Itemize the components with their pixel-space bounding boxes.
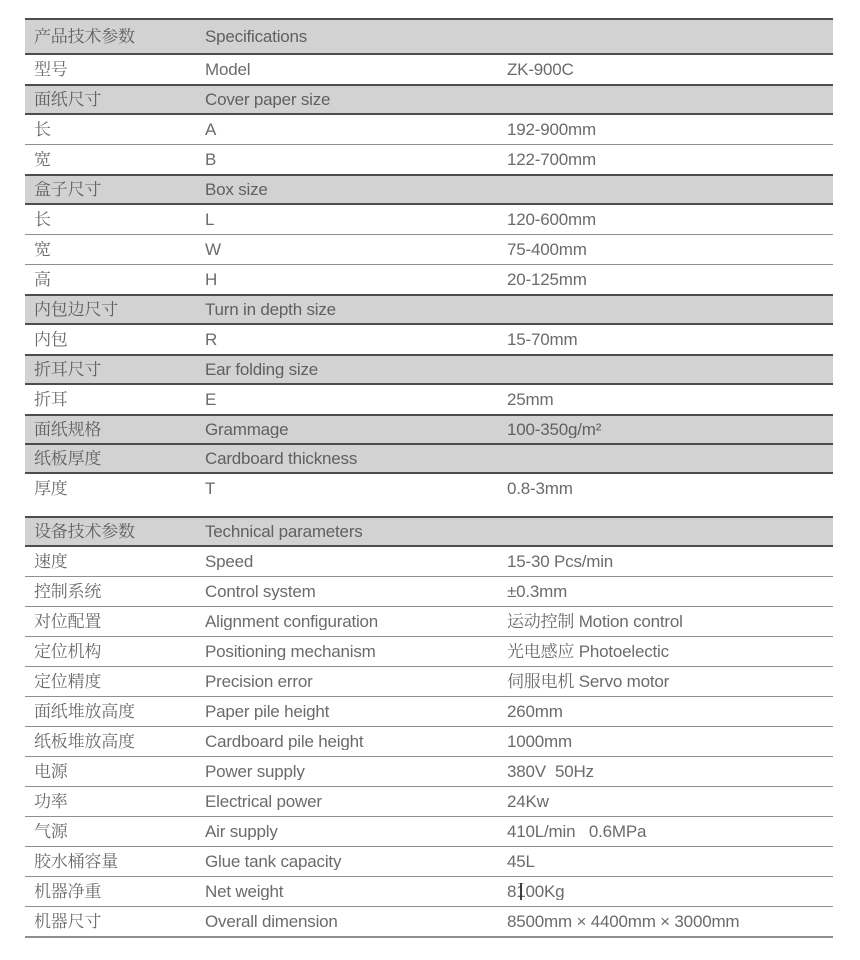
section-header-row — [25, 443, 833, 472]
spec-row — [25, 472, 833, 503]
param-name-en: T — [205, 480, 216, 497]
param-name-zh: 折耳 — [34, 391, 68, 408]
param-name-en: B — [205, 151, 217, 168]
param-name-en: R — [205, 331, 218, 348]
param-name-en: Turn in depth size — [205, 301, 336, 318]
param-name-en: Model — [205, 61, 251, 78]
param-value: 20-125mm — [507, 271, 587, 288]
spec-row — [25, 906, 833, 936]
spec-row — [25, 756, 833, 786]
param-value: 260mm — [507, 703, 563, 720]
param-name-zh: 定位精度 — [34, 673, 102, 690]
section-header-row — [25, 20, 833, 53]
tables-container — [25, 18, 833, 938]
param-value: 1000mm — [507, 733, 572, 750]
param-name-zh: 胶水桶容量 — [34, 853, 118, 870]
param-name-zh: 纸板堆放高度 — [34, 733, 135, 750]
param-name-zh: 高 — [34, 271, 51, 288]
spec-row — [25, 816, 833, 846]
spec-row — [25, 786, 833, 816]
param-name-en: Cardboard thickness — [205, 450, 358, 467]
param-value: 15-30 Pcs/min — [507, 553, 614, 570]
param-value: 0.8-3mm — [507, 480, 573, 497]
param-name-zh: 机器净重 — [34, 883, 102, 900]
spec-row — [25, 264, 833, 294]
param-name-en: Cardboard pile height — [205, 733, 364, 750]
i-beam-text-cursor-icon — [516, 883, 526, 900]
param-name-en: H — [205, 271, 218, 288]
param-value: 380V 50Hz — [507, 763, 594, 780]
param-name-en: Speed — [205, 553, 254, 570]
param-name-zh: 厚度 — [34, 480, 68, 497]
param-value: 100-350g/m² — [507, 421, 602, 438]
param-name-en: Electrical power — [205, 793, 322, 810]
param-name-zh: 功率 — [34, 793, 68, 810]
param-name-en: Air supply — [205, 823, 278, 840]
param-value: 25mm — [507, 391, 554, 408]
param-name-en: Technical parameters — [205, 523, 363, 540]
param-name-zh: 宽 — [34, 241, 51, 258]
param-name-en: Positioning mechanism — [205, 643, 376, 660]
section-header-row — [25, 174, 833, 203]
section-header-row — [25, 354, 833, 383]
param-name-zh: 定位机构 — [34, 643, 102, 660]
param-name-zh: 电源 — [34, 763, 68, 780]
spec-row — [25, 144, 833, 174]
param-name-en: Glue tank capacity — [205, 853, 342, 870]
spec-row — [25, 696, 833, 726]
param-name-zh: 控制系统 — [34, 583, 102, 600]
param-value: 伺服电机 Servo motor — [507, 673, 670, 690]
param-value: 45L — [507, 853, 535, 870]
param-name-zh: 机器尺寸 — [34, 913, 102, 930]
param-name-zh: 长 — [34, 121, 51, 138]
param-value: 光电感应 Photoelectic — [507, 643, 669, 660]
param-name-zh: 对位配置 — [34, 613, 102, 630]
spec-row — [25, 666, 833, 696]
spec-row — [25, 606, 833, 636]
section-header-row — [25, 84, 833, 113]
spec-row — [25, 726, 833, 756]
param-name-en: Net weight — [205, 883, 284, 900]
param-name-zh: 折耳尺寸 — [34, 361, 102, 378]
spec-row — [25, 876, 833, 906]
param-value: 24Kw — [507, 793, 549, 810]
param-name-en: L — [205, 211, 215, 228]
param-name-en: Cover paper size — [205, 91, 331, 108]
param-value: 8100Kg — [507, 883, 833, 900]
param-name-en: Grammage — [205, 421, 289, 438]
param-name-en: W — [205, 241, 221, 258]
spec-row — [25, 383, 833, 414]
section-header-row — [25, 294, 833, 323]
param-name-en: Control system — [205, 583, 316, 600]
spec-row — [25, 234, 833, 264]
param-value: 15-70mm — [507, 331, 578, 348]
spec-row — [25, 203, 833, 234]
param-name-zh: 盒子尺寸 — [34, 181, 102, 198]
param-name-zh: 气源 — [34, 823, 68, 840]
param-name-en: Specifications — [205, 28, 308, 45]
param-name-zh: 产品技术参数 — [34, 28, 135, 45]
param-name-zh: 型号 — [34, 61, 68, 78]
param-value: 410L/min 0.6MPa — [507, 823, 647, 840]
param-name-en: Ear folding size — [205, 361, 319, 378]
param-name-zh: 速度 — [34, 553, 68, 570]
param-name-en: E — [205, 391, 217, 408]
param-value: ±0.3mm — [507, 583, 568, 600]
param-name-en: Box size — [205, 181, 268, 198]
param-name-zh: 宽 — [34, 151, 51, 168]
param-name-en: Alignment configuration — [205, 613, 379, 630]
param-name-zh: 面纸尺寸 — [34, 91, 102, 108]
spec-row — [25, 113, 833, 144]
param-value: 8500mm × 4400mm × 3000mm — [507, 913, 740, 930]
spec-row — [25, 545, 833, 576]
spec-row — [25, 323, 833, 354]
param-name-zh: 纸板厚度 — [34, 450, 102, 467]
param-name-zh: 设备技术参数 — [34, 523, 135, 540]
param-value: ZK-900C — [507, 61, 574, 78]
param-name-zh: 长 — [34, 211, 51, 228]
param-name-en: A — [205, 121, 217, 138]
spec-row — [25, 53, 833, 84]
param-name-zh: 面纸规格 — [34, 421, 102, 438]
param-name-en: Power supply — [205, 763, 305, 780]
param-value: 122-700mm — [507, 151, 596, 168]
param-name-en: Overall dimension — [205, 913, 338, 930]
spec-row — [25, 846, 833, 876]
param-value: 75-400mm — [507, 241, 587, 258]
section-header-row — [25, 518, 833, 545]
specifications-table — [25, 18, 833, 503]
param-name-en: Precision error — [205, 673, 313, 690]
technical-parameters-table — [25, 516, 833, 938]
param-name-zh: 面纸堆放高度 — [34, 703, 135, 720]
param-name-zh: 内包 — [34, 331, 68, 348]
param-value: 120-600mm — [507, 211, 596, 228]
param-name-en: Paper pile height — [205, 703, 330, 720]
param-value: 运动控制 Motion control — [507, 613, 683, 630]
spec-row — [25, 576, 833, 606]
spec-row — [25, 636, 833, 666]
section-header-row — [25, 414, 833, 443]
param-name-zh: 内包边尺寸 — [34, 301, 118, 318]
param-value: 192-900mm — [507, 121, 596, 138]
